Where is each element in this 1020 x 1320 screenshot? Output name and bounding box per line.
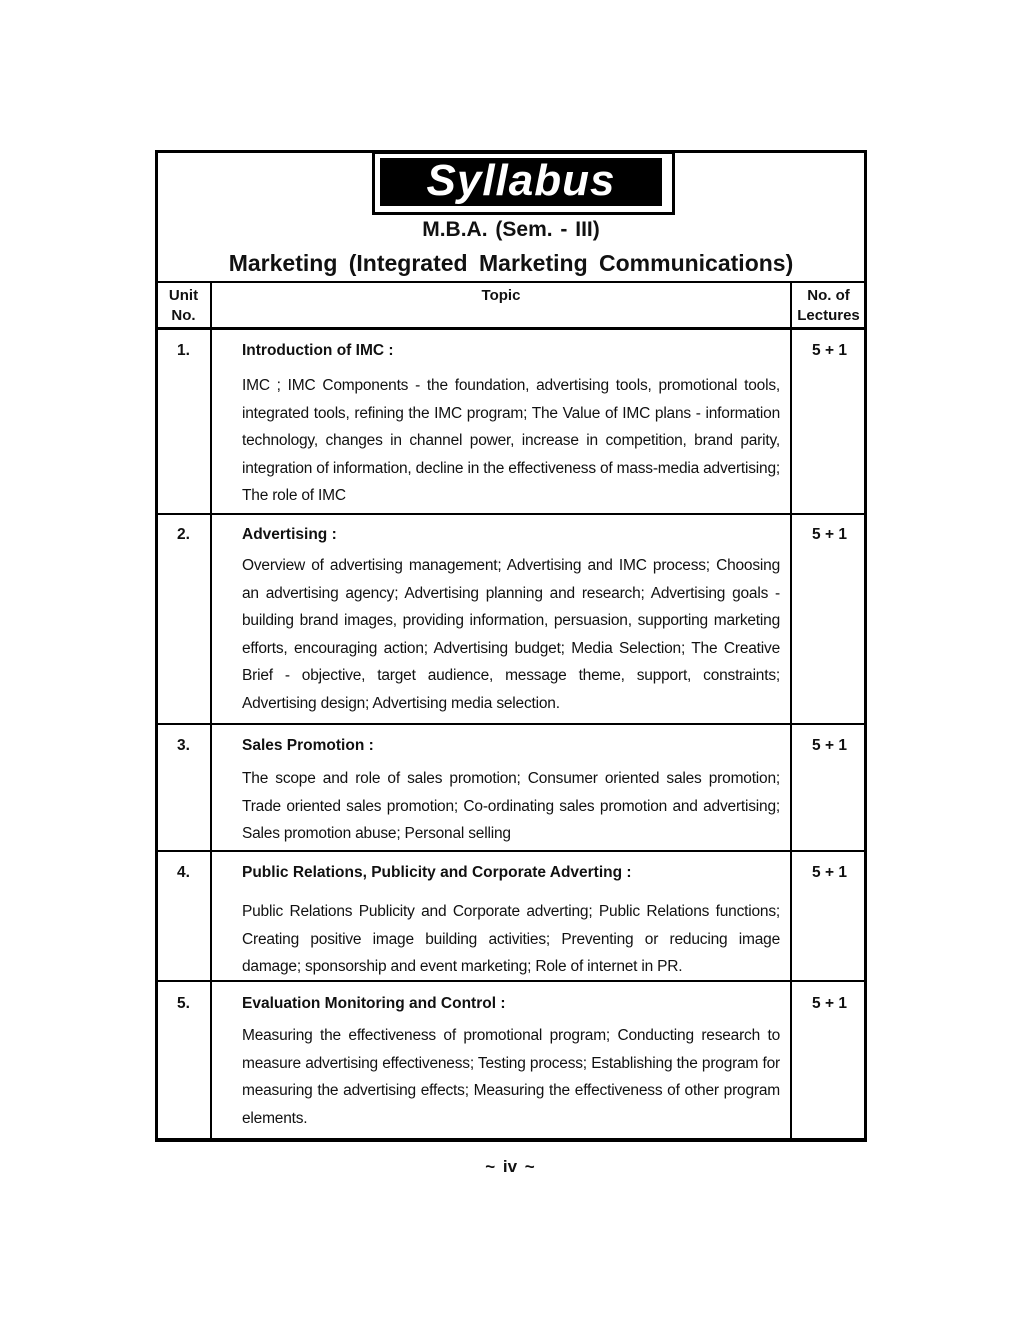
column-header-unit bbox=[155, 286, 212, 326]
column-header-lectures-line1: No. of bbox=[807, 287, 850, 304]
unit-number: 2. bbox=[177, 526, 190, 543]
topic-heading: Public Relations, Publicity and Corporate Adverting : bbox=[242, 864, 632, 881]
lectures-value: 5 + 1 bbox=[812, 342, 847, 359]
topic-heading: Advertising : bbox=[242, 526, 337, 543]
topic-heading: Introduction of IMC : bbox=[242, 342, 394, 359]
unit-number: 4. bbox=[177, 864, 190, 881]
program-title: M.B.A. (Sem. - III) bbox=[422, 218, 600, 241]
unit-number: 1. bbox=[177, 342, 190, 359]
unit-number: 5. bbox=[177, 995, 190, 1012]
topic-body: Public Relations Publicity and Corporate adverting; Public Relations functions; Creating positive image building activities; Preventing or reducing image damage; sponsorship and event marketing; Role of internet in PR. bbox=[242, 903, 780, 975]
unit-number: 3. bbox=[177, 737, 190, 754]
topic-heading: Evaluation Monitoring and Control : bbox=[242, 995, 506, 1012]
row-separator bbox=[155, 513, 867, 515]
column-header-lectures bbox=[790, 286, 867, 326]
lectures-value: 5 + 1 bbox=[812, 737, 847, 754]
topic-body: IMC ; IMC Components - the foundation, advertising tools, promotional tools, integrated tools, refining the IMC program; The Value of IMC plans - information technology, changes in channel power, increase in competition, brand parity, integration of information, decline in the effectiveness of mass-media advertising; The role of IMC bbox=[242, 377, 780, 504]
row-separator bbox=[155, 850, 867, 852]
page-number: ~ iv ~ bbox=[485, 1157, 535, 1176]
topic-body: Overview of advertising management; Advertising and IMC process; Choosing an advertising agency; Advertising planning and research; Advertising goals - building brand images, providing information, persuasion, supporting marketing efforts, encouraging action; Advertising budget; Media Selection; The Creative Brief - objective, target audience, message theme, support, constraints; Advertising design; Advertising media selection. bbox=[242, 557, 780, 712]
lectures-value: 5 + 1 bbox=[812, 864, 847, 881]
column-header-unit-line1: Unit bbox=[168, 287, 199, 304]
row-separator bbox=[155, 723, 867, 725]
syllabus-logo bbox=[372, 151, 675, 215]
header-row-top-line bbox=[155, 281, 867, 283]
header-row-bottom-line bbox=[155, 327, 867, 330]
lectures-value: 5 + 1 bbox=[812, 526, 847, 543]
topic-body: Measuring the effectiveness of promotional program; Conducting research to measure advertising effectiveness; Testing process; Establishing the program for measuring the advertising effects; Measuring the effectiveness of other program elements. bbox=[242, 1027, 780, 1127]
lectures-value: 5 + 1 bbox=[812, 995, 847, 1012]
course-title: Marketing (Integrated Marketing Communications) bbox=[228, 250, 794, 276]
column-header-unit-line2: No. bbox=[171, 307, 196, 324]
column-header-lectures-line2: Lectures bbox=[797, 307, 860, 324]
topic-body: The scope and role of sales promotion; Consumer oriented sales promotion; Trade oriented sales promotion; Co-ordinating sales promotion and advertising; Sales promotion abuse; Personal selling bbox=[242, 770, 780, 842]
syllabus-table bbox=[155, 150, 867, 1142]
column-header-topic: Topic bbox=[481, 287, 521, 304]
table-border-bottom bbox=[155, 1138, 867, 1142]
topic-heading: Sales Promotion : bbox=[242, 737, 374, 754]
syllabus-logo-text: Syllabus bbox=[380, 158, 662, 206]
